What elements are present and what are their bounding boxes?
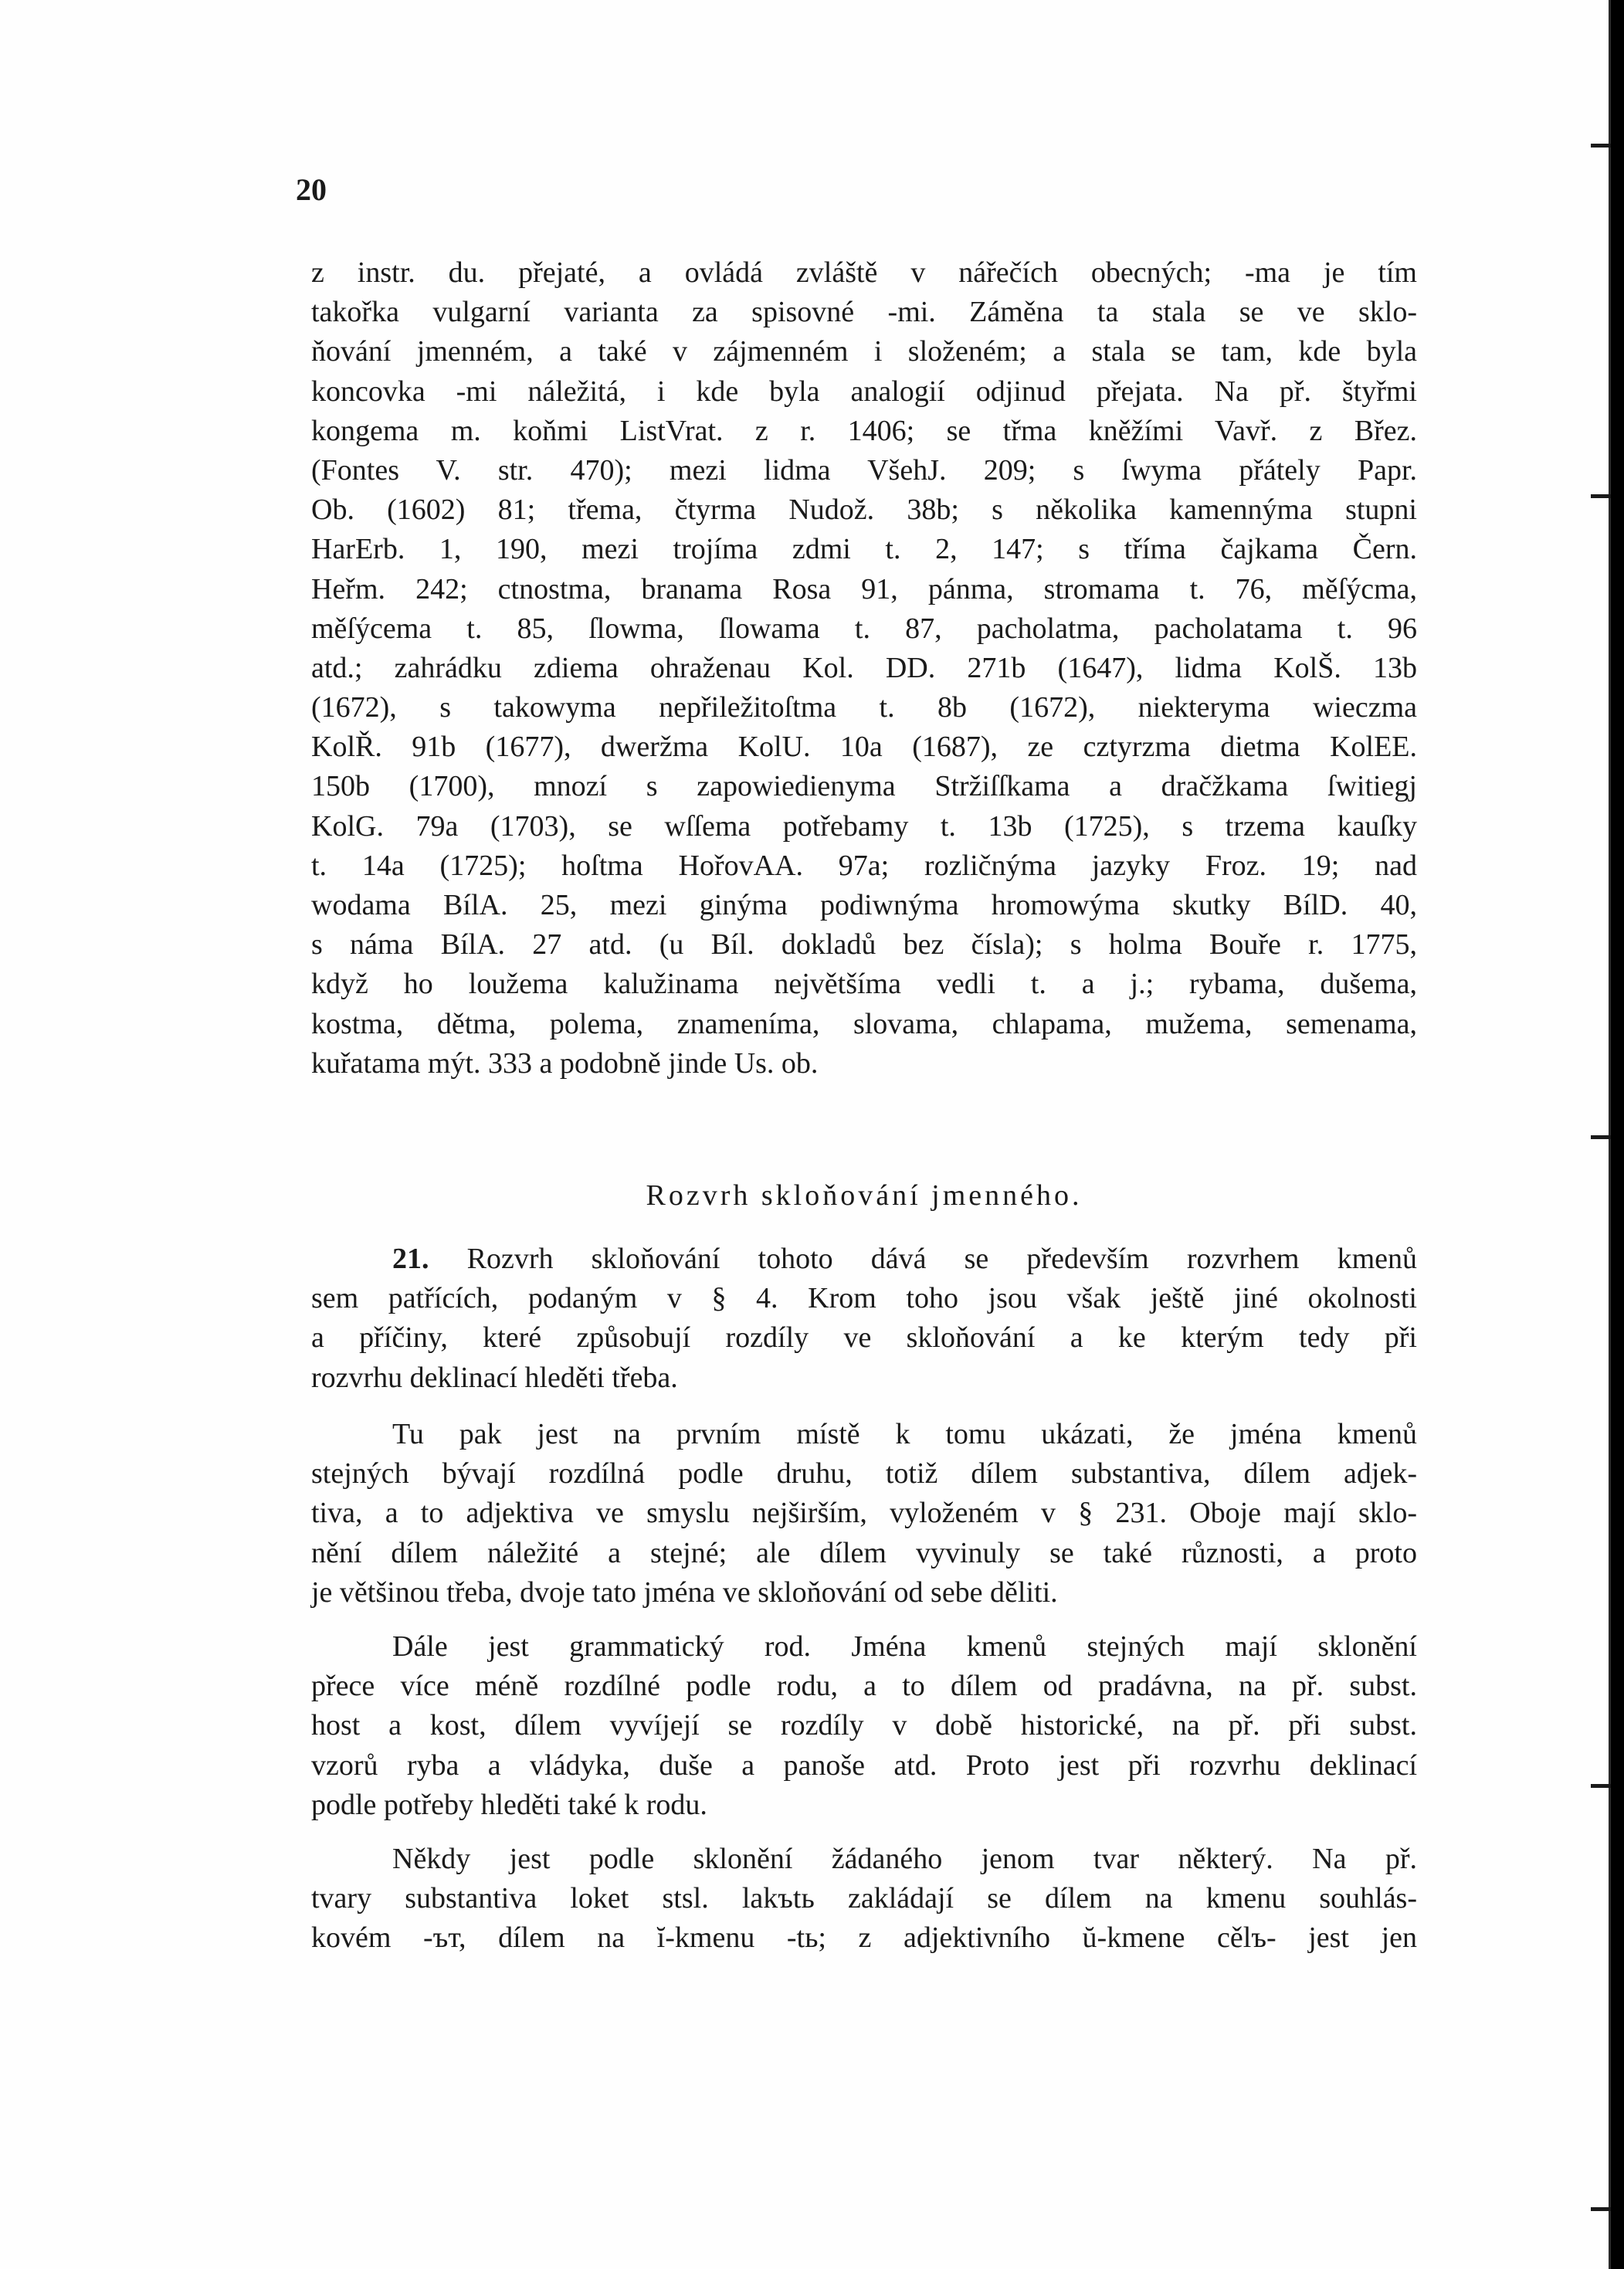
text-line: tiva, a to adjektiva ve smyslu nejširším, vyloženém v § 231. Oboje mají sklo- bbox=[311, 1497, 1417, 1530]
text-line: Dále jest grammatický rod. Jména kmenů stejných mají sklonění bbox=[392, 1630, 1417, 1663]
text-line: Heřm. 242; ctnostma, branama Rosa 91, pánma, stromama t. 76, měſýcma, bbox=[311, 572, 1417, 605]
paragraph-21 bbox=[311, 1240, 1417, 1398]
text-line: nění dílem náležité a stejné; ale dílem vyvinuly se také různosti, a proto bbox=[311, 1536, 1417, 1569]
text-line: atd.; zahrádku zdiema ohraženau Kol. DD. 271b (1647), lidma KolŠ. 13b bbox=[311, 651, 1417, 684]
text-line: HarErb. 1, 190, mezi trojíma zdmi t. 2, 147; s tříma čajkama Čern. bbox=[311, 533, 1417, 566]
text-line: takořka vulgarní varianta za spisovné -mi. Záměna ta stala se ve sklo- bbox=[311, 296, 1417, 329]
section-heading: Rozvrh skloňování jmenného. bbox=[646, 1179, 1083, 1212]
text-line: kovém -ът, dílem na ĭ-kmenu -tь; z adjektivního ŭ-kmene cělъ- jest jen bbox=[311, 1921, 1417, 1955]
page-number: 20 bbox=[296, 172, 327, 207]
text-line: vzorů ryba a vládyka, duše a panoše atd. Proto jest při rozvrhu deklinací bbox=[311, 1748, 1417, 1782]
text-line: host a kost, dílem vyvíjejí se rozdíly v době historické, na př. při subst. bbox=[311, 1709, 1417, 1742]
text-line: KolG. 79a (1703), se wſſema potřebamy t. 13b (1725), s trzema kauſky bbox=[311, 809, 1417, 843]
text-line: rozvrhu deklinací hleděti třeba. bbox=[311, 1361, 678, 1394]
text-line bbox=[311, 1240, 1417, 1279]
paragraph-rod bbox=[311, 1627, 1417, 1825]
text-line: (Fontes V. str. 470); mezi lidma VšehJ. 209; s ſwyma přátely Papr. bbox=[311, 453, 1417, 487]
text-line: kongema m. koňmi ListVrat. z r. 1406; se třma kněžími Vavř. z Břez. bbox=[311, 414, 1417, 447]
text-line: wodama BílA. 25, mezi ginýma podiwnýma hromowýma skutky BílD. 40, bbox=[311, 889, 1417, 921]
text-line: ňování jmenném, a také v zájmenném i složeném; a stala se tam, kde byla bbox=[311, 335, 1417, 368]
text-line: kuřatama mýt. 333 a podobně jinde Us. ob. bbox=[311, 1046, 819, 1080]
paragraph-continuation bbox=[311, 253, 1417, 1084]
text-line: 150b (1700), mnozí s zapowiedienyma Stržiſſkama a dračžkama ſwitiegj bbox=[311, 770, 1417, 803]
text-line: Tu pak jest na prvním místě k tomu ukázati, že jména kmenů bbox=[392, 1418, 1417, 1450]
text-line: sem patřících, podaným v § 4. Krom toho jsou však ještě jiné okolnosti bbox=[311, 1282, 1417, 1315]
text-line: Někdy jest podle sklonění žádaného jenom tvar některý. Na př. bbox=[392, 1843, 1417, 1875]
text-line: stejných bývají rozdílná podle druhu, totiž dílem substantiva, dílem adjek- bbox=[311, 1457, 1417, 1491]
text-line: z instr. du. přejaté, a ovládá zvláště v nářečích obecných; -ma je tím bbox=[311, 256, 1417, 289]
text-line: tvary substantiva loket stsl. lakъtь zakládají se dílem na kmenu souhlás- bbox=[311, 1882, 1417, 1915]
page-edge-rule bbox=[1609, 0, 1611, 2269]
text-line: KolŘ. 91b (1677), dweržma KolU. 10a (1687), ze cztyrzma dietma KolEE. bbox=[311, 731, 1417, 764]
section-number: 21. bbox=[392, 1243, 429, 1275]
text-line: s náma BílA. 27 atd. (u Bíl. dokladů bez čísla); s holma Bouře r. 1775, bbox=[311, 928, 1417, 962]
text-line: (1672), s takowyma nepřiležitoſtma t. 8b (1672), niekteryma wieczma bbox=[311, 691, 1417, 724]
paragraph-druh bbox=[311, 1415, 1417, 1613]
paragraph-tvar bbox=[311, 1840, 1417, 1959]
text-line: t. 14a (1725); hoſtma HořovAA. 97a; rozličnýma jazyky Froz. 19; nad bbox=[311, 849, 1417, 882]
text-line: měſýcema t. 85, ſlowma, ſlowama t. 87, pacholatma, pacholatama t. 96 bbox=[311, 612, 1417, 645]
text-line: přece více méně rozdílné podle rodu, a to dílem od pradávna, na př. subst. bbox=[311, 1670, 1417, 1703]
text-line: a příčiny, které způsobují rozdíly ve skloňování a ke kterým tedy při bbox=[311, 1321, 1417, 1355]
binding-mark bbox=[1591, 144, 1611, 148]
text-line: podle potřeby hleděti také k rodu. bbox=[311, 1788, 707, 1821]
binding-mark bbox=[1591, 494, 1611, 498]
text-line: Ob. (1602) 81; třema, čtyrma Nudož. 38b; s několika kamennýma stupni bbox=[311, 493, 1417, 527]
text-line: když ho loužema kalužinama největšíma vedli t. a j.; rybama, dušema, bbox=[311, 968, 1417, 1001]
binding-mark bbox=[1591, 1135, 1611, 1139]
text-fragment: Rozvrh skloňování tohoto dává se především rozvrhem kmenů bbox=[466, 1243, 1418, 1275]
text-line: je většinou třeba, dvoje tato jména ve skloňování od sebe děliti. bbox=[311, 1575, 1058, 1609]
binding-mark bbox=[1591, 1784, 1611, 1788]
binding-mark bbox=[1591, 2207, 1611, 2211]
text-line: koncovka -mi náležitá, i kde byla analogií odjinud přejata. Na př. štyřmi bbox=[311, 375, 1417, 408]
text-line: kostma, dětma, polema, znameníma, slovama, chlapama, mužema, semenama, bbox=[311, 1007, 1417, 1040]
